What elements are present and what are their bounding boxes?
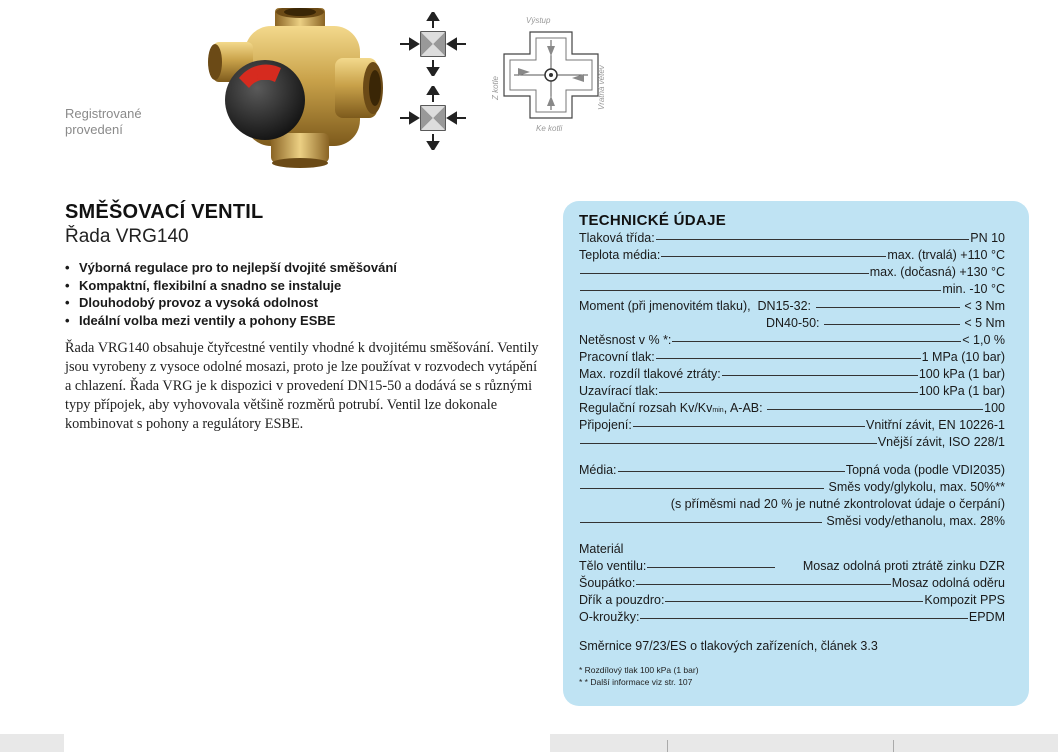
spec-row-leakage (579, 332, 1005, 349)
spec-row-media-glycol (579, 479, 1005, 496)
registered-label-line1: Registrované (65, 106, 142, 121)
registered-label-line2: provedení (65, 122, 123, 137)
spec-value: PN 10 (970, 231, 1005, 245)
spec-row-max-diff-pressure (579, 366, 1005, 383)
spec-row-pressure-class (579, 230, 1005, 247)
product-description: Řada VRG140 obsahuje čtyřcestné ventily vhodné k dvojitému směšování. Ventily jsou vyrobeny z vysoce odolné mosazi, proto je lze používat v rozvodech vytápění a chlazení. Řada VRG je k dispozici v provedení DN15-50 a dodává se s různými typy přípojek, aby vyhovovala většině rozměrů potrubí. Ventil lze dokonale kombinovat s pohony a regulátory ESBE. (65, 340, 539, 432)
spec-value: < 1,0 % (962, 333, 1005, 347)
spec-label: Teplota média: (579, 248, 661, 262)
feature-item (65, 259, 545, 277)
spec-label: Moment (při jmenovitém tlaku), (579, 299, 751, 313)
spec-label: Pracovní tlak: (579, 350, 655, 364)
footnote-1: * Rozdílový tlak 100 kPa (1 bar) (579, 665, 699, 675)
spec-row-connection-external (579, 434, 1005, 451)
feature-text: Kompaktní, flexibilní a snadno se instaluje (79, 277, 342, 293)
feature-item (65, 312, 545, 330)
flow-symbol-icon (398, 12, 468, 76)
spec-value: Směsi vody/ethanolu, max. 28% (826, 514, 1005, 528)
spec-label-tail: , A-AB: (723, 401, 763, 415)
product-series: Řada VRG140 (65, 226, 189, 247)
diagram-label-right: Vratná větev (597, 65, 606, 110)
spec-label: Dřík a pouzdro: (579, 593, 665, 607)
registered-design-label (65, 106, 142, 138)
spec-label: Tlaková třída: (579, 231, 655, 245)
diagram-label-top: Výstup (526, 16, 551, 25)
bullet: • (65, 295, 70, 311)
spec-value: max. (dočasná) +130 °C (869, 265, 1005, 279)
spec-value: Vnitřní závit, EN 10226-1 (866, 418, 1005, 432)
spec-value: 1 MPa (10 bar) (921, 350, 1005, 364)
spec-label: Max. rozdíl tlakové ztráty: (579, 367, 721, 381)
feature-text: Dlouhodobý provoz a vysoká odolnost (79, 295, 319, 311)
spec-value: < 3 Nm (964, 299, 1005, 313)
spec-value: Směs vody/glykolu, max. 50%** (828, 480, 1005, 494)
divider (893, 740, 894, 752)
diagram-label-bottom: Ke kotli (536, 124, 563, 133)
spec-row-material-shaft (579, 592, 1005, 609)
technical-data-panel (563, 201, 1029, 706)
spec-value: max. (trvalá) +110 °C (887, 248, 1005, 262)
spec-row-media-temp-max (579, 247, 1005, 264)
spec-value: 100 kPa (1 bar) (918, 384, 1005, 398)
spec-value: Kompozit PPS (924, 593, 1005, 607)
bullet: • (65, 260, 70, 275)
spec-value: Topná voda (podle VDI2035) (845, 463, 1005, 477)
spec-sublabel: DN15-32: (757, 299, 812, 313)
page-bottom-tab (64, 734, 550, 752)
spec-row-material-orings (579, 609, 1005, 626)
feature-item (65, 294, 545, 312)
material-heading: Materiál (579, 542, 624, 556)
spec-value: Mosaz odolná proti ztrátě zinku DZR (802, 559, 1005, 573)
flow-symbol-icon-alt (398, 86, 468, 150)
spec-label: Uzavírací tlak: (579, 384, 659, 398)
spec-row-media-temp-temporary (579, 264, 1005, 281)
spec-value: Vnější závit, ISO 228/1 (877, 435, 1005, 449)
spec-value: 100 kPa (1 bar) (918, 367, 1005, 381)
spec-value: EPDM (968, 610, 1005, 624)
feature-text: Ideální volba mezi ventily a pohony ESBE (79, 312, 336, 328)
spec-label: O-kroužky: (579, 610, 640, 624)
feature-list (65, 259, 545, 329)
spec-label: Netěsnost v % *: (579, 333, 672, 347)
spec-value: 100 (984, 401, 1005, 415)
spec-label-sup: min (712, 407, 724, 414)
footnote-2: * * Další informace viz str. 107 (579, 677, 693, 687)
feature-item (65, 277, 545, 295)
spec-row-control-range (579, 400, 1005, 417)
spec-row-media-temp-min (579, 281, 1005, 298)
spec-label: Média: (579, 463, 617, 477)
product-title: SMĚŠOVACÍ VENTIL (65, 201, 264, 223)
spec-row-material-body (579, 558, 1005, 575)
spec-value: min. -10 °C (942, 282, 1005, 296)
bullet: • (65, 312, 70, 328)
spec-sublabel: DN40-50: (766, 316, 820, 330)
divider (667, 740, 668, 752)
technical-data-title: TECHNICKÉ ÚDAJE (579, 212, 727, 229)
spec-row-working-pressure (579, 349, 1005, 366)
diagram-label-left: Z kotle (491, 75, 500, 100)
spec-row-closing-pressure (579, 383, 1005, 400)
spec-row-media-water (579, 462, 1005, 479)
bullet: • (65, 277, 70, 293)
spec-row-torque-dn40 (766, 315, 1005, 332)
spec-row-media-glycol-note: (s příměsmi nad 20 % je nutné zkontrolovat údaje o čerpání) (670, 497, 1005, 511)
spec-row-media-ethanol (579, 513, 1005, 530)
spec-row-material-slide (579, 575, 1005, 592)
spec-label: Připojení: (579, 418, 632, 432)
port-layout-diagram (490, 10, 612, 140)
directive-text: Směrnice 97/23/ES o tlakových zařízeních, článek 3.3 (579, 639, 878, 653)
spec-label: Tělo ventilu: (579, 559, 647, 573)
spec-value: < 5 Nm (964, 316, 1005, 330)
feature-text: Výborná regulace pro to nejlepší dvojité směšování (79, 260, 397, 275)
spec-value: Mosaz odolná oděru (891, 576, 1005, 590)
spec-label: Regulační rozsah Kv/Kv (579, 401, 713, 415)
spec-row-torque-dn15 (579, 298, 1005, 315)
spec-label: Šoupátko: (579, 576, 636, 590)
valve-product-image (205, 8, 385, 168)
spec-row-connection-internal (579, 417, 1005, 434)
